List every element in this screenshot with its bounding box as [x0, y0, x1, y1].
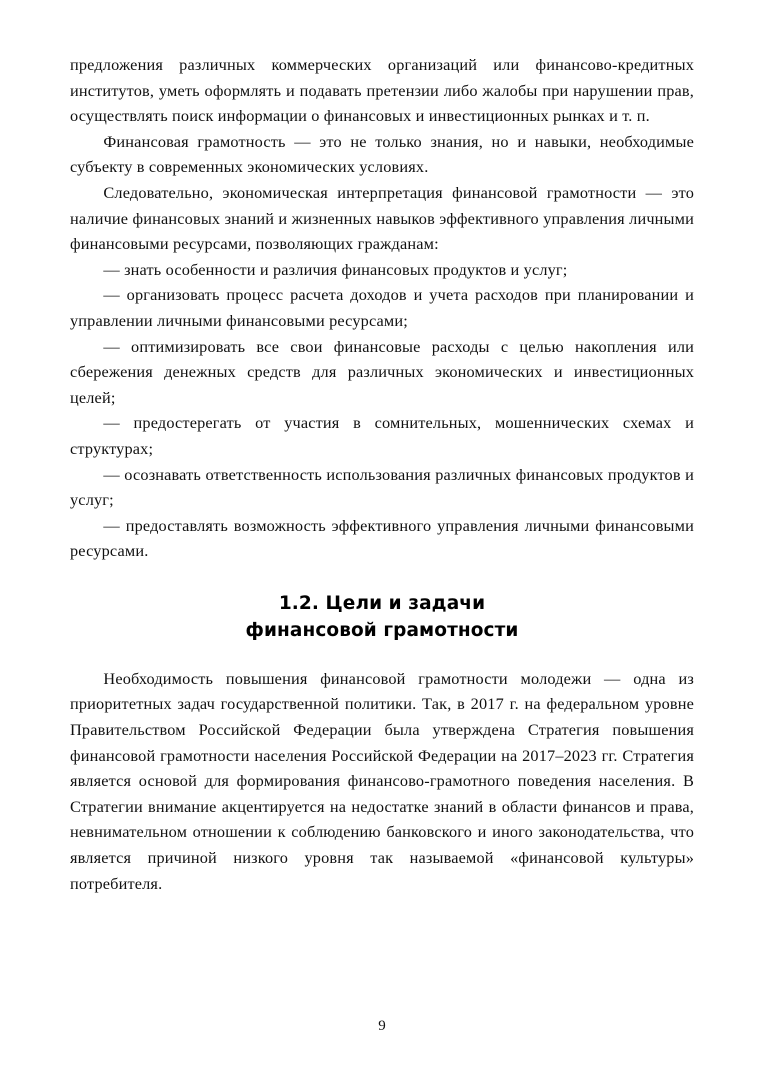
- list-item: — организовать процесс расчета доходов и учета расходов при планировании и управлении личными финансовыми ресурсами;: [70, 285, 694, 330]
- section-heading-line-1: 1.2. Цели и задачи: [278, 592, 486, 614]
- list-item: — знать особенности и различия финансовых продуктов и услуг;: [103, 259, 568, 279]
- list-item: — предоставлять возможность эффективного управления личными финансовыми ресурсами.: [70, 515, 694, 561]
- section-heading: [70, 590, 694, 644]
- list-item: — осознавать ответственность использования различных финансовых продуктов и услуг;: [70, 464, 694, 510]
- list-item: — предостерегать от участия в сомнительных, мошеннических схемах и структурах;: [70, 413, 694, 458]
- paragraph: Следовательно, экономическая интерпретация финансовой грамотности — это наличие финансовых знаний и жизненных навыков эффективного управления личными финансовыми ресурсами, позволяющих гражданам:: [70, 182, 694, 254]
- page-content: [70, 52, 694, 896]
- list-item: — оптимизировать все свои финансовые расходы с целью накопления или сбережения денежных средств для различных экономических и инвестиционных целей;: [70, 336, 694, 407]
- paragraph: Финансовая грамотность — это не только знания, но и навыки, необходимые субъекту в современных экономических условиях.: [70, 131, 694, 177]
- section-heading-line-2: финансовой грамотности: [245, 619, 519, 641]
- page-number: 9: [378, 1018, 386, 1034]
- paragraph: Необходимость повышения финансовой грамотности молодежи — одна из приоритетных задач государственной политики. Так, в 2017 г. на федеральном уровне Правительством Российской Федерации была утверждена Стратегия повышения финансовой грамотности населения Российской Федерации на 2017–2023 гг. Стратегия является основой для формирования финансово-грамотного поведения населения. В Стратегии внимание акцентируется на недостатке знаний в области финансов и права, невнимательном отношении к соблюдению банковского и иного законодательства, что является причиной низкого уровня так называемой «финансовой культуры» потребителя.: [70, 668, 694, 893]
- paragraph: предложения различных коммерческих организаций или финансово-кредитных институтов, уметь оформлять и подавать претензии либо жалобы при нарушении прав, осуществлять поиск информации о финансовых и инвестиционных рынках и т. п.: [70, 55, 694, 126]
